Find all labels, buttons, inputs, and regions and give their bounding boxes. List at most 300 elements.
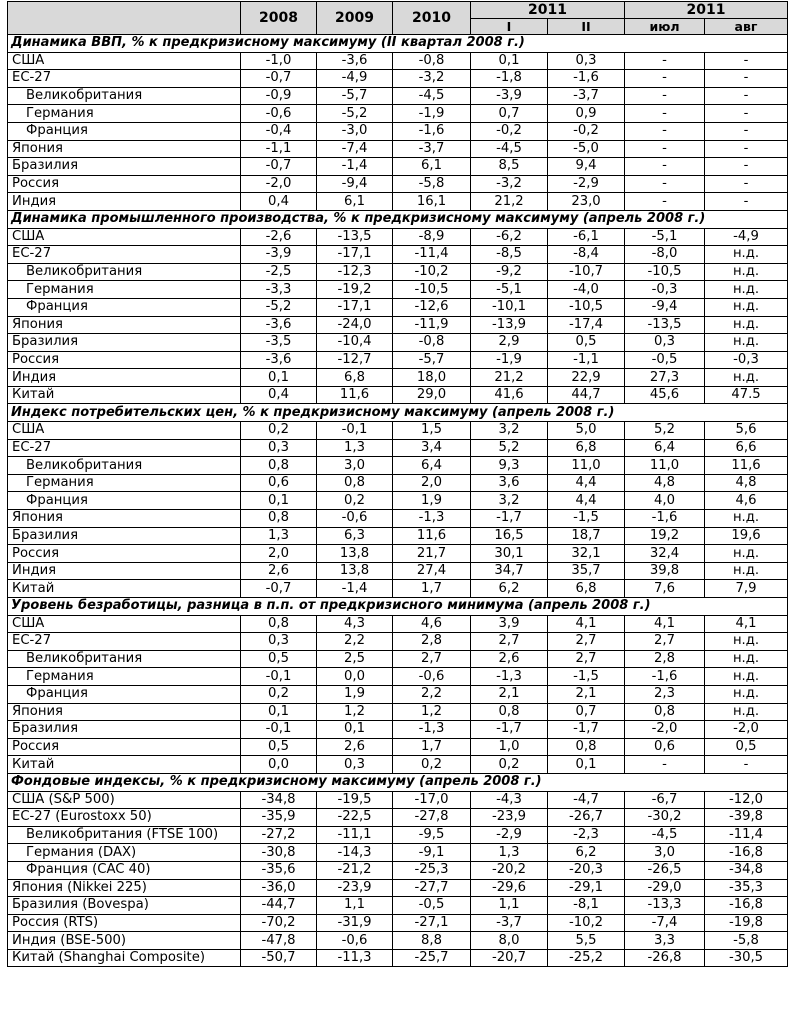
value-cell: -27,2 [241, 826, 317, 844]
value-cell: 6,8 [548, 580, 625, 598]
value-cell: 18,7 [548, 527, 625, 545]
value-cell: 1,1 [317, 897, 393, 915]
value-cell: -13,5 [317, 228, 393, 246]
value-cell: -21,2 [317, 861, 393, 879]
table-row [8, 439, 788, 457]
value-cell: 1,3 [241, 527, 317, 545]
row-label: Великобритания [8, 263, 241, 281]
row-label: Франция [8, 298, 241, 316]
value-cell: -9,4 [317, 175, 393, 193]
value-cell: -10,2 [393, 263, 471, 281]
value-cell: н.д. [705, 334, 788, 352]
value-cell: -17,1 [317, 246, 393, 264]
value-cell: 2,3 [625, 685, 705, 703]
value-cell: 2,7 [393, 650, 471, 668]
value-cell: -3,6 [241, 351, 317, 369]
value-cell: 11,0 [625, 457, 705, 475]
value-cell: н.д. [705, 510, 788, 528]
table-row [8, 791, 788, 809]
row-label: Франция [8, 492, 241, 510]
section-header-row [8, 210, 788, 228]
table-row [8, 246, 788, 264]
value-cell: -3,3 [241, 281, 317, 299]
value-cell: 41,6 [471, 386, 548, 404]
section-header-row [8, 598, 788, 616]
row-label: Китай [8, 580, 241, 598]
table-row [8, 844, 788, 862]
table-row [8, 474, 788, 492]
table-row [8, 334, 788, 352]
value-cell: 6,1 [317, 193, 393, 211]
value-cell: 16,5 [471, 527, 548, 545]
row-label: Бразилия [8, 721, 241, 739]
value-cell: -47,8 [241, 932, 317, 950]
value-cell: 29,0 [393, 386, 471, 404]
value-cell: 0,1 [241, 369, 317, 387]
value-cell: -3,6 [241, 316, 317, 334]
row-label: Япония [8, 316, 241, 334]
value-cell: -1,9 [393, 105, 471, 123]
value-cell: -25,2 [548, 949, 625, 967]
value-cell: -12,3 [317, 263, 393, 281]
value-cell: -11,4 [705, 826, 788, 844]
row-label: Бразилия (Bovespa) [8, 897, 241, 915]
value-cell: -44,7 [241, 897, 317, 915]
value-cell: -4,3 [471, 791, 548, 809]
value-cell: 0,2 [317, 492, 393, 510]
value-cell: -50,7 [241, 949, 317, 967]
value-cell: -12,6 [393, 298, 471, 316]
value-cell: -70,2 [241, 914, 317, 932]
value-cell: -17,0 [393, 791, 471, 809]
value-cell: 4,1 [705, 615, 788, 633]
value-cell: -30,5 [705, 949, 788, 967]
value-cell: 3,2 [471, 422, 548, 440]
value-cell: -27,7 [393, 879, 471, 897]
value-cell: н.д. [705, 703, 788, 721]
value-cell: 0,1 [317, 721, 393, 739]
value-cell: 19,6 [705, 527, 788, 545]
value-cell: 0,6 [625, 738, 705, 756]
row-label: Япония [8, 140, 241, 158]
value-cell: -27,8 [393, 809, 471, 827]
value-cell: 3,6 [471, 474, 548, 492]
value-cell: -19,5 [317, 791, 393, 809]
value-cell: 2,8 [625, 650, 705, 668]
section-title: Динамика ВВП, % к предкризисному максимуму (II квартал 2008 г.) [8, 35, 788, 53]
value-cell: 0,2 [471, 756, 548, 774]
value-cell: 3,0 [625, 844, 705, 862]
value-cell: -14,3 [317, 844, 393, 862]
row-label: Великобритания [8, 87, 241, 105]
value-cell: -4,0 [548, 281, 625, 299]
value-cell: -0,6 [393, 668, 471, 686]
row-label: Китай [8, 756, 241, 774]
value-cell: -0,8 [393, 334, 471, 352]
value-cell: -11,1 [317, 826, 393, 844]
value-cell: 9,3 [471, 457, 548, 475]
value-cell: 3,3 [625, 932, 705, 950]
value-cell: 27,4 [393, 562, 471, 580]
value-cell: -13,3 [625, 897, 705, 915]
value-cell: -2,5 [241, 263, 317, 281]
value-cell: -3,0 [317, 122, 393, 140]
value-cell: -6,7 [625, 791, 705, 809]
value-cell: - [705, 70, 788, 88]
value-cell: 2,9 [471, 334, 548, 352]
row-label: Бразилия [8, 334, 241, 352]
value-cell: -34,8 [705, 861, 788, 879]
value-cell: -35,3 [705, 879, 788, 897]
value-cell: -11,4 [393, 246, 471, 264]
table-row [8, 879, 788, 897]
value-cell: 4,8 [625, 474, 705, 492]
value-cell: -0,4 [241, 122, 317, 140]
value-cell: -0,5 [393, 897, 471, 915]
value-cell: 1,1 [471, 897, 548, 915]
value-cell: 2,8 [393, 633, 471, 651]
value-cell: 8,5 [471, 158, 548, 176]
value-cell: -22,5 [317, 809, 393, 827]
value-cell: -17,1 [317, 298, 393, 316]
value-cell: 1,3 [317, 439, 393, 457]
value-cell: -24,0 [317, 316, 393, 334]
value-cell: -1,1 [241, 140, 317, 158]
value-cell: 7,6 [625, 580, 705, 598]
value-cell: -13,9 [471, 316, 548, 334]
value-cell: 0,0 [241, 756, 317, 774]
value-cell: -5,0 [548, 140, 625, 158]
value-cell: -12,7 [317, 351, 393, 369]
value-cell: 2,0 [393, 474, 471, 492]
value-cell: 2,2 [317, 633, 393, 651]
value-cell: -6,1 [548, 228, 625, 246]
value-cell: -5,2 [317, 105, 393, 123]
table-row [8, 457, 788, 475]
value-cell: 6,6 [705, 439, 788, 457]
table-row [8, 809, 788, 827]
value-cell: 1,2 [317, 703, 393, 721]
value-cell: 0,3 [241, 439, 317, 457]
value-cell: -30,2 [625, 809, 705, 827]
value-cell: -25,3 [393, 861, 471, 879]
value-cell: 5,2 [625, 422, 705, 440]
value-cell: -26,8 [625, 949, 705, 967]
value-cell: -34,8 [241, 791, 317, 809]
value-cell: -17,4 [548, 316, 625, 334]
value-cell: -20,3 [548, 861, 625, 879]
row-label: Великобритания [8, 457, 241, 475]
value-cell: -16,8 [705, 897, 788, 915]
table-row [8, 756, 788, 774]
value-cell: -5,8 [393, 175, 471, 193]
value-cell: 0,8 [471, 703, 548, 721]
value-cell: 4,1 [548, 615, 625, 633]
value-cell: -4,7 [548, 791, 625, 809]
table-row [8, 158, 788, 176]
value-cell: 4,3 [317, 615, 393, 633]
table-row [8, 263, 788, 281]
value-cell: -0,7 [241, 158, 317, 176]
value-cell: -3,7 [471, 914, 548, 932]
value-cell: -1,6 [625, 510, 705, 528]
value-cell: -7,4 [625, 914, 705, 932]
value-cell: - [625, 52, 705, 70]
value-cell: 5,2 [471, 439, 548, 457]
value-cell: -2,3 [548, 826, 625, 844]
macro-indicators-table [7, 1, 788, 967]
value-cell: -5,8 [705, 932, 788, 950]
value-cell: -23,9 [317, 879, 393, 897]
value-cell: -0,2 [548, 122, 625, 140]
value-cell: 4,1 [625, 615, 705, 633]
value-cell: 30,1 [471, 545, 548, 563]
value-cell: -0,6 [317, 932, 393, 950]
value-cell: 1,3 [471, 844, 548, 862]
value-cell: -8,0 [625, 246, 705, 264]
value-cell: -1,4 [317, 580, 393, 598]
value-cell: 39,8 [625, 562, 705, 580]
value-cell: -8,1 [548, 897, 625, 915]
value-cell: -1,9 [471, 351, 548, 369]
value-cell: 0,1 [548, 756, 625, 774]
value-cell: 23,0 [548, 193, 625, 211]
row-label: США [8, 422, 241, 440]
value-cell: 35,7 [548, 562, 625, 580]
section-title: Динамика промышленного производства, % к предкризисному максимуму (апрель 2008 г.) [8, 210, 788, 228]
value-cell: -29,0 [625, 879, 705, 897]
row-label: Великобритания [8, 650, 241, 668]
value-cell: 16,1 [393, 193, 471, 211]
value-cell: - [705, 756, 788, 774]
value-cell: -9,4 [625, 298, 705, 316]
table-body [8, 35, 788, 967]
table-row [8, 52, 788, 70]
value-cell: -11,9 [393, 316, 471, 334]
value-cell: -0,1 [241, 668, 317, 686]
value-cell: -1,5 [548, 510, 625, 528]
value-cell: -5,1 [625, 228, 705, 246]
value-cell: 0,8 [625, 703, 705, 721]
value-cell: 3,0 [317, 457, 393, 475]
row-label: Россия [8, 175, 241, 193]
value-cell: - [625, 175, 705, 193]
value-cell: 19,2 [625, 527, 705, 545]
value-cell: 11,6 [317, 386, 393, 404]
value-cell: -35,9 [241, 809, 317, 827]
row-label: Россия (RTS) [8, 914, 241, 932]
row-label: ЕС-27 [8, 70, 241, 88]
row-label: Индия [8, 193, 241, 211]
value-cell: -1,6 [625, 668, 705, 686]
value-cell: - [625, 158, 705, 176]
value-cell: 0,4 [241, 386, 317, 404]
section-header-row [8, 773, 788, 791]
row-label: Япония [8, 510, 241, 528]
value-cell: 0,5 [241, 738, 317, 756]
value-cell: 0,8 [241, 510, 317, 528]
value-cell: 0,3 [625, 334, 705, 352]
value-cell: -10,7 [548, 263, 625, 281]
value-cell: н.д. [705, 316, 788, 334]
value-cell: 4,6 [393, 615, 471, 633]
value-cell: -1,4 [317, 158, 393, 176]
value-cell: -1,7 [548, 721, 625, 739]
value-cell: -1,7 [471, 510, 548, 528]
value-cell: - [625, 140, 705, 158]
value-cell: -10,5 [548, 298, 625, 316]
value-cell: 1,7 [393, 580, 471, 598]
section-title: Индекс потребительских цен, % к предкризисному максимуму (апрель 2008 г.) [8, 404, 788, 422]
value-cell: 6,4 [393, 457, 471, 475]
value-cell: 6,8 [548, 439, 625, 457]
value-cell: -19,2 [317, 281, 393, 299]
value-cell: 21,2 [471, 193, 548, 211]
value-cell: 0,8 [241, 457, 317, 475]
value-cell: 47.5 [705, 386, 788, 404]
value-cell: -1,3 [471, 668, 548, 686]
value-cell: - [625, 756, 705, 774]
value-cell: 0,9 [548, 105, 625, 123]
row-label: Германия [8, 474, 241, 492]
table-row [8, 510, 788, 528]
value-cell: 0,5 [548, 334, 625, 352]
value-cell: 11,0 [548, 457, 625, 475]
value-cell: -5,7 [317, 87, 393, 105]
value-cell: 0,5 [705, 738, 788, 756]
table-row [8, 932, 788, 950]
row-label: ЕС-27 [8, 439, 241, 457]
value-cell: 6,2 [471, 580, 548, 598]
value-cell: 22,9 [548, 369, 625, 387]
value-cell: 6,1 [393, 158, 471, 176]
row-label: Германия [8, 668, 241, 686]
value-cell: 27,3 [625, 369, 705, 387]
value-cell: -31,9 [317, 914, 393, 932]
table-row [8, 633, 788, 651]
row-label: Китай [8, 386, 241, 404]
value-cell: 9,4 [548, 158, 625, 176]
value-cell: -25,7 [393, 949, 471, 967]
value-cell: 1,9 [393, 492, 471, 510]
table-row [8, 721, 788, 739]
value-cell: -1,1 [548, 351, 625, 369]
value-cell: -8,9 [393, 228, 471, 246]
value-cell: - [625, 105, 705, 123]
value-cell: -9,2 [471, 263, 548, 281]
value-cell: -1,8 [471, 70, 548, 88]
value-cell: 0,8 [241, 615, 317, 633]
value-cell: -2,0 [705, 721, 788, 739]
value-cell: 4,4 [548, 492, 625, 510]
value-cell: 6,8 [317, 369, 393, 387]
row-label: ЕС-27 (Eurostoxx 50) [8, 809, 241, 827]
value-cell: -3,2 [393, 70, 471, 88]
value-cell: 4,6 [705, 492, 788, 510]
value-cell: -9,1 [393, 844, 471, 862]
value-cell: -1,3 [393, 721, 471, 739]
value-cell: -3,7 [393, 140, 471, 158]
value-cell: -6,2 [471, 228, 548, 246]
value-cell: -20,2 [471, 861, 548, 879]
value-cell: 3,2 [471, 492, 548, 510]
value-cell: 8,0 [471, 932, 548, 950]
table-row [8, 545, 788, 563]
value-cell: 5,5 [548, 932, 625, 950]
value-cell: -9,5 [393, 826, 471, 844]
value-cell: 2,6 [317, 738, 393, 756]
row-label: Франция [8, 122, 241, 140]
value-cell: 0,2 [241, 422, 317, 440]
table-row [8, 122, 788, 140]
value-cell: -3,9 [241, 246, 317, 264]
value-cell: - [625, 122, 705, 140]
value-cell: -0,3 [625, 281, 705, 299]
value-cell: -1,7 [471, 721, 548, 739]
value-cell: 11,6 [705, 457, 788, 475]
value-cell: -27,1 [393, 914, 471, 932]
table-row [8, 668, 788, 686]
row-label: Великобритания (FTSE 100) [8, 826, 241, 844]
value-cell: -16,8 [705, 844, 788, 862]
value-cell: -3,9 [471, 87, 548, 105]
data-table-container [7, 1, 787, 967]
row-label: Германия [8, 105, 241, 123]
value-cell: - [625, 87, 705, 105]
value-cell: -2,0 [625, 721, 705, 739]
header-year-2010: 2010 [393, 2, 471, 35]
value-cell: - [705, 87, 788, 105]
section-title: Фондовые индексы, % к предкризисному максимуму (апрель 2008 г.) [8, 773, 788, 791]
value-cell: 0,3 [317, 756, 393, 774]
value-cell: 32,1 [548, 545, 625, 563]
row-label: Япония (Nikkei 225) [8, 879, 241, 897]
header-2011-months-group: 2011 [625, 2, 788, 19]
row-label: ЕС-27 [8, 246, 241, 264]
value-cell: 13,8 [317, 545, 393, 563]
value-cell: -2,9 [548, 175, 625, 193]
value-cell: - [705, 175, 788, 193]
value-cell: 45,6 [625, 386, 705, 404]
value-cell: -10,4 [317, 334, 393, 352]
value-cell: 1,5 [393, 422, 471, 440]
value-cell: 2,1 [471, 685, 548, 703]
row-label: США [8, 615, 241, 633]
value-cell: 1,0 [471, 738, 548, 756]
value-cell: -0,6 [317, 510, 393, 528]
table-row [8, 650, 788, 668]
value-cell: 0,2 [393, 756, 471, 774]
value-cell: н.д. [705, 246, 788, 264]
value-cell: -4,9 [317, 70, 393, 88]
table-row [8, 914, 788, 932]
value-cell: 0,7 [548, 703, 625, 721]
value-cell: - [705, 193, 788, 211]
section-header-row [8, 404, 788, 422]
table-row [8, 527, 788, 545]
table-row [8, 422, 788, 440]
value-cell: 4,0 [625, 492, 705, 510]
value-cell: 0,4 [241, 193, 317, 211]
value-cell: -4,9 [705, 228, 788, 246]
value-cell: 11,6 [393, 527, 471, 545]
value-cell: -10,2 [548, 914, 625, 932]
value-cell: 3,9 [471, 615, 548, 633]
value-cell: -0,6 [241, 105, 317, 123]
table-row [8, 70, 788, 88]
value-cell: 0,3 [241, 633, 317, 651]
table-row [8, 105, 788, 123]
